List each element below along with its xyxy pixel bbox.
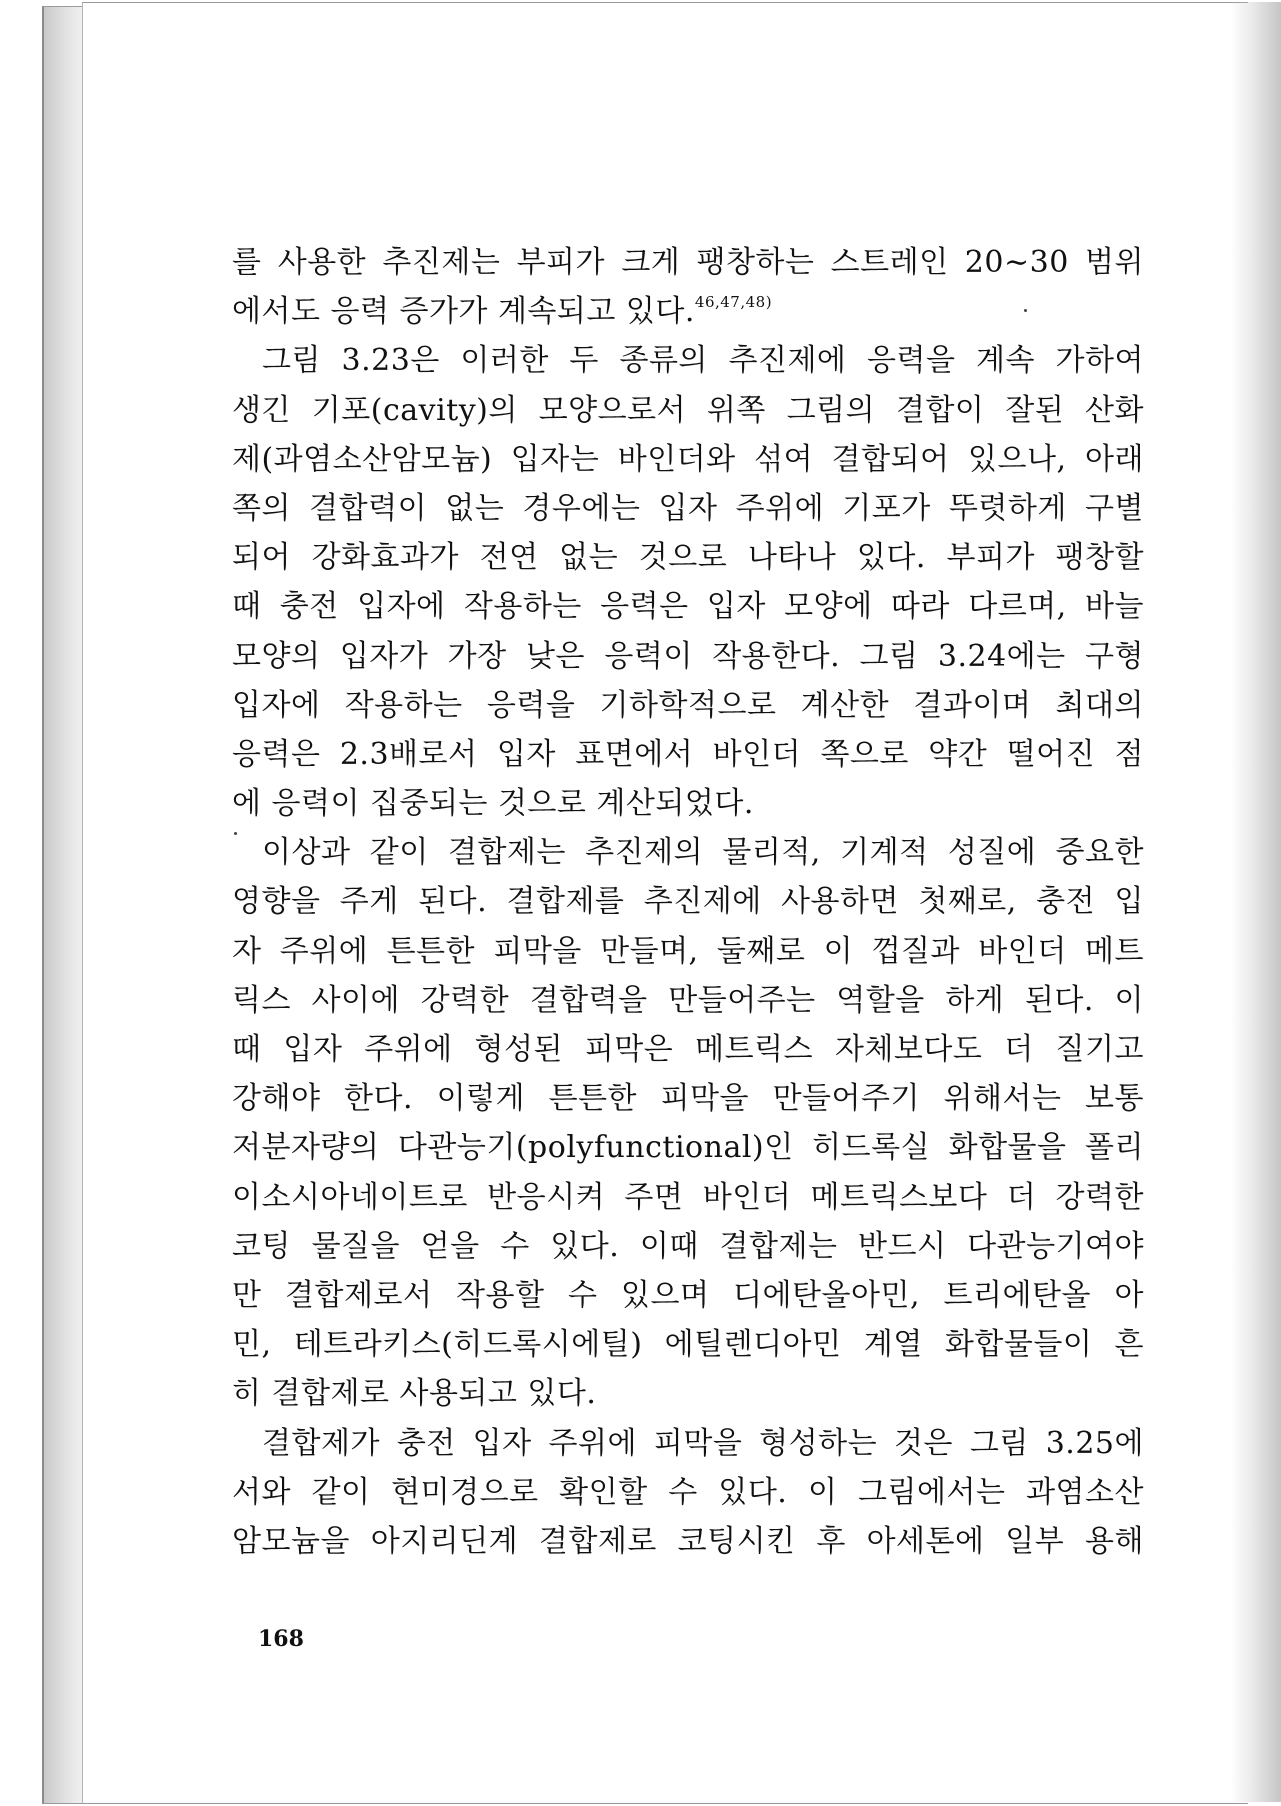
text-line: 암모늄을 아지리딘계 결합제로 코팅시킨 후 아세톤에 일부 용해 <box>232 1523 1144 1559</box>
text-line: 생긴 기포(cavity)의 모양으로서 위쪽 그림의 결합이 잘된 산화 <box>232 392 1144 428</box>
text-line: 강해야 한다. 이렇게 튼튼한 피막을 만들어주기 위해서는 보통 <box>232 1081 1144 1117</box>
body-text <box>232 238 1144 1566</box>
page-edge-shadow <box>1230 2 1281 1802</box>
text-line-main: 에서도 응력 증가가 계속되고 있다. <box>232 294 695 330</box>
text-line: 를 사용한 추진제는 부피가 크게 팽창하는 스트레인 20∼30 범위 <box>232 245 1144 280</box>
text-line-with-reference <box>232 287 1144 336</box>
paragraph-start-line: 결합제가 충전 입자 주위에 피막을 형성하는 것은 그림 3.25에 <box>262 1425 1144 1461</box>
text-line: 코팅 물질을 얻을 수 있다. 이때 결합제는 반드시 다관능기여야 <box>232 1228 1144 1264</box>
text-line: 제(과염소산암모늄) 입자는 바인더와 섞여 결합되어 있으나, 아래 <box>232 441 1144 477</box>
text-line: 입자에 작용하는 응력을 기하학적으로 계산한 결과이며 최대의 <box>232 687 1144 723</box>
scan-speck <box>234 832 237 835</box>
text-line: 만 결합제로서 작용할 수 있으며 디에탄올아민, 트리에탄올 아 <box>232 1277 1144 1313</box>
text-line: 저분자량의 다관능기(polyfunctional)인 히드록실 화합물을 폴리 <box>232 1130 1144 1166</box>
scan-speck <box>1024 309 1027 312</box>
text-line: 때 충전 입자에 작용하는 응력은 입자 모양에 따라 다르며, 바늘 <box>232 589 1144 625</box>
text-line: 영향을 주게 된다. 결합제를 추진제에 사용하면 첫째로, 충전 입 <box>232 884 1144 920</box>
book-spine <box>42 6 84 1804</box>
text-line: 민, 테트라키스(히드록시에틸) 에틸렌디아민 계열 화합물들이 흔 <box>232 1327 1144 1363</box>
paragraph-start-line: 이상과 같이 결합제는 추진제의 물리적, 기계적 성질에 중요한 <box>262 835 1144 871</box>
paragraph-end-line: 히 결합제로 사용되고 있다. <box>232 1376 597 1412</box>
paragraph-start-line: 그림 3.23은 이러한 두 종류의 추진제에 응력을 계속 가하여 <box>262 343 1144 379</box>
reference-superscript: 46,47,48) <box>694 293 773 312</box>
text-line: 쪽의 결합력이 없는 경우에는 입자 주위에 기포가 뚜렷하게 구별 <box>232 490 1144 526</box>
text-line: 자 주위에 튼튼한 피막을 만들며, 둘째로 이 껍질과 바인더 메트 <box>232 933 1144 969</box>
paragraph-end-line: 에 응력이 집중되는 것으로 계산되었다. <box>232 786 754 822</box>
text-line: 되어 강화효과가 전연 없는 것으로 나타나 있다. 부피가 팽창할 <box>232 540 1144 576</box>
page-number: 168 <box>258 1626 304 1652</box>
text-line: 응력은 2.3배로서 입자 표면에서 바인더 쪽으로 약간 떨어진 점 <box>232 736 1144 772</box>
text-line: 릭스 사이에 강력한 결합력을 만들어주는 역할을 하게 된다. 이 <box>232 982 1144 1018</box>
text-line: 때 입자 주위에 형성된 피막은 메트릭스 자체보다도 더 질기고 <box>232 1032 1144 1067</box>
text-line: 서와 같이 현미경으로 확인할 수 있다. 이 그림에서는 과염소산 <box>232 1474 1144 1510</box>
text-line: 이소시아네이트로 반응시켜 주면 바인더 메트릭스보다 더 강력한 <box>232 1179 1144 1215</box>
text-line: 모양의 입자가 가장 낮은 응력이 작용한다. 그림 3.24에는 구형 <box>232 638 1144 674</box>
